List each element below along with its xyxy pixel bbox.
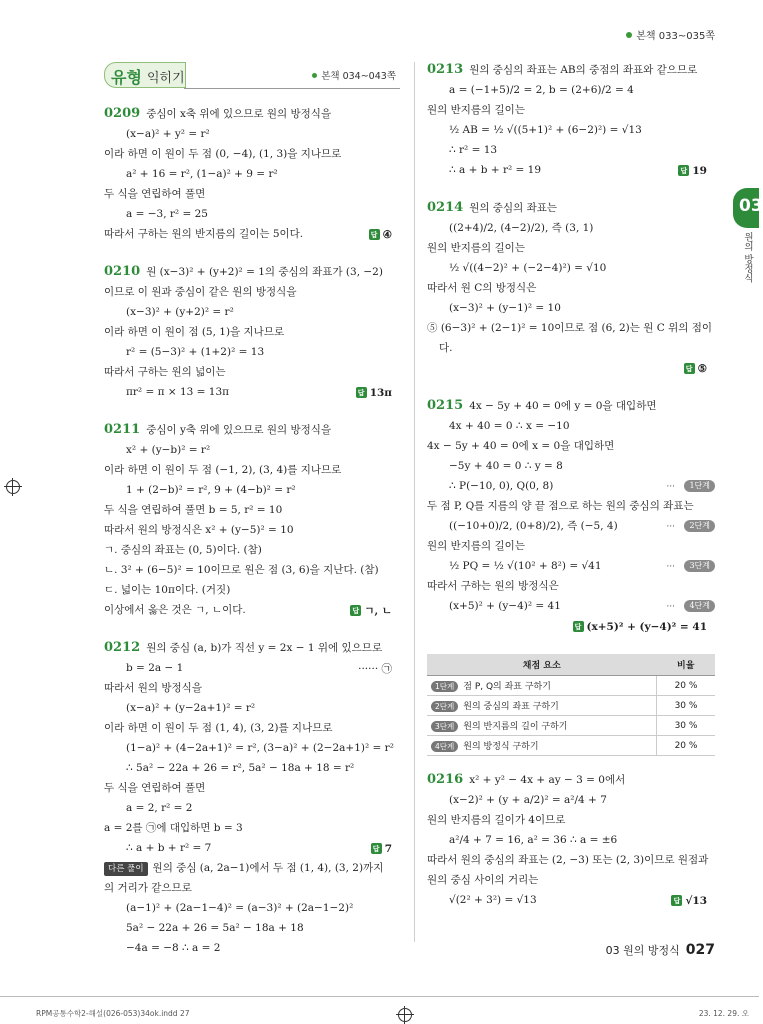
answer: 답 7 [371, 839, 392, 859]
answer: 답 ④ [369, 225, 392, 245]
step-badge: 2단계 [684, 520, 715, 532]
problem-number: 0216 [427, 772, 464, 787]
problem-0210: 0210 원 (x−3)² + (y+2)² = 1의 중심의 좌표가 (3, −2) 이므로 이 원과 중심이 같은 원의 방정식을 (x−3)² + (y+2)² = r² 이라 하면 이 원이 점 (5, 1)을 지나므로 r² = (5−3)² + (1+2)² = 13 따라서 구하는 원의 넓이는 πr² = π × 13 = 13π 답 13π [104, 262, 400, 402]
section-ref: 본책 034~043쪽 [312, 68, 396, 82]
problem-number: 0214 [427, 200, 464, 215]
problem-number: 0211 [104, 422, 141, 437]
step-badge: 3단계 [684, 560, 715, 572]
alt-solution-tag: 다른 풀이 [104, 862, 148, 876]
problem-0215: 0215 4x − 5y + 40 = 0에 y = 0을 대입하면 4x + 40 = 0 ∴ x = −10 4x − 5y + 40 = 0에 x = 0을 대입하면 −5y + 40 = 0 ∴ y = 8 ∴ P(−10, 0), Q(0, 8) ··· 1단계 두 점 P, Q를 지름의 양 끝 점으로 하는 원의 중심의 좌표는 ((−10+0)/2, (0+8)/2), 즉 (−5, 4) ··· 2단계 원의 반지름의 길이는 ½ PQ = ½ √(10² + 8²) = √41 ··· 3단계 따라서 구하는 원의 방정식은 (x+5)² + (y−4)² = 41 ··· 4단계 답 (x+5)² + (y−4)² = 41 [427, 396, 715, 636]
problem-0214: 0214 원의 중심의 좌표는 ((2+4)/2, (4−2)/2), 즉 (3, 1) 원의 반지름의 길이는 ½ √((4−2)² + (−2−4)²) = √10 따라서 원 C의 방정식은 (x−3)² + (y−1)² = 10 ⑤ (6−3)² + (2−1)² = 10이므로 점 (6, 2)는 원 C 위의 점이 다. 답 ⑤ [427, 198, 715, 378]
scoring-table: 채점 요소 비율 1단계 점 P, Q의 좌표 구하기 20 % 2단계 원의 중심의 좌표 구하기 30 % 3단계 원의 반지름의 길이 구하기 30 % 4단계 원의 방정식 구하기 20 % [427, 654, 715, 756]
answer: 답 13π [356, 383, 392, 403]
table-row: 2단계 원의 중심의 좌표 구하기 30 % [427, 696, 715, 716]
problem-0216: 0216 x² + y² − 4x + ay − 3 = 0에서 (x−2)² + (y + a/2)² = a²/4 + 7 원의 반지름의 길이가 4이므로 a²/4 + 7 = 16, a² = 36 ∴ a = ±6 따라서 원의 중심의 좌표는 (2, −3) 또는 (2, 3)이므로 원점과 원의 중심 사이의 거리는 √(2² + 3²) = √13 답 √13 [427, 770, 715, 910]
problem-0213: 0213 원의 중심의 좌표는 AB의 중점의 좌표와 같으므로 a = (−1+5)/2 = 2, b = (2+6)/2 = 4 원의 반지름의 길이는 ½ AB = ½ √((5+1)² + (6−2)²) = √13 ∴ r² = 13 ∴ a + b + r² = 19 답 19 [427, 60, 715, 180]
table-row: 3단계 원의 반지름의 길이 구하기 30 % [427, 716, 715, 736]
registration-mark-icon [6, 480, 20, 494]
problem-number: 0213 [427, 62, 464, 77]
step-badge: 1단계 [684, 480, 715, 492]
answer: 답 ㄱ, ㄴ [350, 601, 392, 621]
problem-0211: 0211 중심이 y축 위에 있으므로 원의 방정식을 x² + (y−b)² = r² 이라 하면 이 원이 두 점 (−1, 2), (3, 4)를 지나므로 1 + (2−b)² = r², 9 + (4−b)² = r² 두 식을 연립하여 풀면 b = 5, r² = 10 따라서 원의 방정식은 x² + (y−5)² = 10 ㄱ. 중심의 좌표는 (0, 5)이다. (참) ㄴ. 3² + (6−5)² = 10이므로 원은 점 (3, 6)을 지난다. (참) ㄷ. 넓이는 10π이다. (거짓) 이상에서 옳은 것은 ㄱ, ㄴ이다. 답 ㄱ, ㄴ [104, 420, 400, 620]
right-column [427, 60, 715, 928]
table-row: 4단계 원의 방정식 구하기 20 % [427, 736, 715, 756]
answer: 답 ⑤ [684, 359, 707, 379]
print-filename: RPM공통수학2-해설(026-053)34ok.indd 27 [36, 1009, 190, 1018]
problem-0209: 0209 중심이 x축 위에 있으므로 원의 방정식을 (x−a)² + y² = r² 이라 하면 이 원이 두 점 (0, −4), (1, 3)을 지나므로 a² + 16 = r², (1−a)² + 9 = r² 두 식을 연립하여 풀면 a = −3, r² = 25 따라서 구하는 원의 반지름의 길이는 5이다. 답 ④ [104, 104, 400, 244]
problem-0212: 0212 원의 중심 (a, b)가 직선 y = 2x − 1 위에 있으므로 b = 2a − 1 ······ ㉠ 따라서 원의 방정식을 (x−a)² + (y−2a+1)² = r² 이라 하면 이 원이 두 점 (1, 4), (3, 2)를 지나므로 (1−a)² + (4−2a+1)² = r², (3−a)² + (2−2a+1)² = r² ∴ 5a² − 22a + 26 = r², 5a² − 18a + 18 = r² 두 식을 연립하여 풀면 a = 2, r² = 2 a = 2를 ㉠에 대입하면 b = 3 ∴ a + b + r² = 7 답 7 다른 풀이 원의 중심 (a, 2a−1)에서 두 점 (1, 4), (3, 2)까지 의 거리가 같으므로 (a−1)² + (2a−1−4)² = (a−3)² + (2a−1−2)² 5a² − 22a + 26 = 5a² − 18a + 18 −4a = −8 ∴ a = 2 [104, 640, 394, 954]
chapter-title: 원의 방정식 [742, 232, 753, 283]
answer: 답 19 [678, 161, 707, 181]
print-slug-line [0, 996, 759, 997]
problem-number: 0212 [104, 640, 141, 655]
problem-number: 0215 [427, 398, 464, 413]
answer: 답 √13 [671, 891, 707, 911]
print-date: 23. 12. 29. 오 [698, 1009, 749, 1018]
problem-number: 0210 [104, 264, 141, 279]
problem-number: 0209 [104, 106, 141, 121]
bullet-icon [626, 32, 632, 38]
book-reference: 본책 033~035쪽 [626, 27, 715, 42]
left-column [104, 60, 400, 976]
page-number: 027 [685, 942, 715, 958]
step-badge: 4단계 [684, 600, 715, 612]
registration-mark-icon [398, 1008, 412, 1022]
page-footer: 03 원의 방정식 027 [605, 942, 715, 958]
column-divider [414, 62, 415, 942]
answer: 답 (x+5)² + (y−4)² = 41 [573, 617, 707, 637]
chapter-tab: 03 [733, 188, 759, 228]
section-header: 유형 익히기 본책 034~043쪽 [104, 60, 400, 90]
table-row: 1단계 점 P, Q의 좌표 구하기 20 % [427, 676, 715, 696]
